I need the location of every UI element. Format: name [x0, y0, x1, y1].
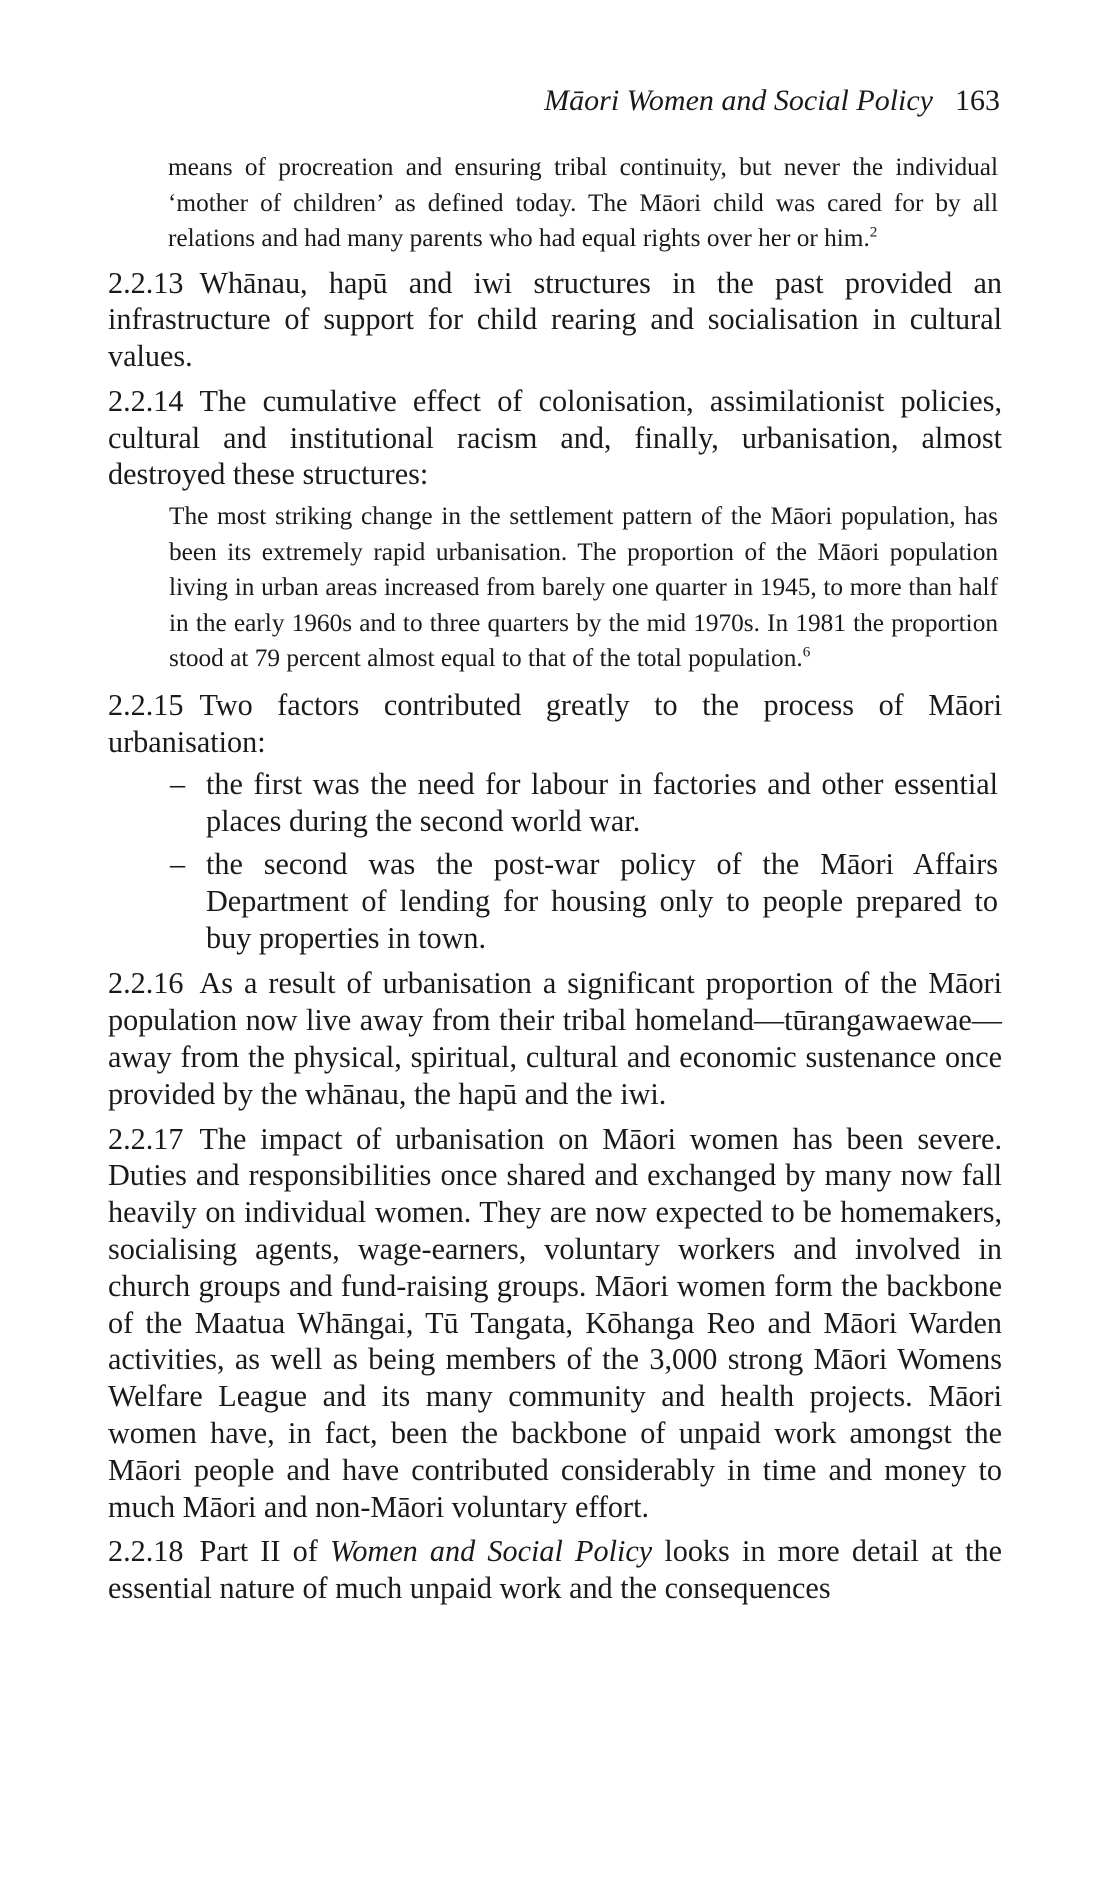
paragraph-2-2-18 — [108, 1533, 1002, 1607]
paragraph-2-2-16 — [108, 965, 1002, 1112]
paragraph-2-2-14 — [108, 383, 1002, 493]
paragraph-number: 2.2.16 — [108, 966, 184, 1001]
carryover-text: means of procreation and ensuring tribal continuity, but never the individual ‘mother of children’ as defined today. The Māori child was cared for by all relations and had many parents who had equal rights over her or him. — [168, 153, 998, 252]
paragraph-text: Two factors contributed greatly to the process of Māori urbanisation: — [108, 687, 1002, 759]
paragraph-number: 2.2.18 — [108, 1534, 184, 1569]
paragraph-number: 2.2.17 — [108, 1121, 184, 1156]
list-item — [170, 846, 998, 957]
list-item-text: the second was the post-war policy of the Māori Affairs Department of lending for housing only to people prepared to buy properties in town. — [206, 847, 998, 956]
dash-marker: – — [170, 847, 186, 882]
carryover-quote — [168, 150, 998, 257]
paragraph-number: 2.2.15 — [108, 687, 184, 722]
paragraph-text-end: looks in more detail at the essential nature of much unpaid work and the consequences — [108, 1534, 1002, 1606]
paragraph-text-start: Part II of — [199, 1534, 318, 1569]
paragraph-text: The impact of urbanisation on Māori women has been severe. Duties and responsibilities once shared and exchanged by many now fall heavily on individual women. They are now expected to be homemakers, socialising agents, wage-earners, voluntary workers and involved in church groups and fund-raising groups. Māori women form the backbone of the Maatua Whāngai, Tū Tangata, Kōhanga Reo and Māori Warden activities, as well as being members of the 3,000 strong Māori Womens Welfare League and its many community and health projects. Māori women have, in fact, been the backbone of unpaid work amongst the Māori people and have contributed considerably in time and money to much Māori and non-Māori voluntary effort. — [108, 1121, 1002, 1524]
footnote-marker: 6 — [802, 643, 811, 661]
paragraph-2-2-17 — [108, 1121, 1002, 1526]
running-head-title: Māori Women and Social Policy — [544, 84, 933, 117]
quote-text: The most striking change in the settlement pattern of the Māori population, has been its extremely rapid urbanisation. The proportion of the Māori population living in urban areas increased from barely one quarter in 1945, to more than half in the early 1960s and to three quarters by the mid 1970s. In 1981 the proportion stood at 79 percent almost equal to that of the total population. — [169, 502, 998, 673]
paragraph-number: 2.2.13 — [108, 265, 184, 300]
paragraph-text: Whānau, hapū and iwi structures in the past provided an infrastructure of support for child rearing and socialisation in cultural values. — [108, 265, 1002, 374]
factors-list — [170, 766, 1002, 957]
book-title-italic: Women and Social Policy — [329, 1534, 653, 1569]
paragraph-text: The cumulative effect of colonisation, assimilationist policies, cultural and institutional racism and, finally, urbanisation, almost destroyed these structures: — [108, 383, 1002, 492]
footnote-marker: 2 — [869, 223, 878, 241]
book-page — [108, 80, 1002, 1613]
paragraph-number: 2.2.14 — [108, 383, 184, 418]
paragraph-text: As a result of urbanisation a significant proportion of the Māori population now live away from their tribal homeland—tūrangawaewae—away from the physical, spiritual, cultural and economic sustenance once provided by the whānau, the hapū and the iwi. — [108, 966, 1002, 1111]
dash-marker: – — [170, 767, 186, 802]
list-item — [170, 766, 998, 840]
page-number: 163 — [955, 84, 1000, 117]
running-head — [108, 80, 1002, 122]
list-item-text: the first was the need for labour in factories and other essential places during the second world war. — [206, 767, 998, 839]
paragraph-2-2-13 — [108, 265, 1002, 375]
block-quote — [169, 499, 998, 677]
paragraph-2-2-15 — [108, 687, 1002, 761]
